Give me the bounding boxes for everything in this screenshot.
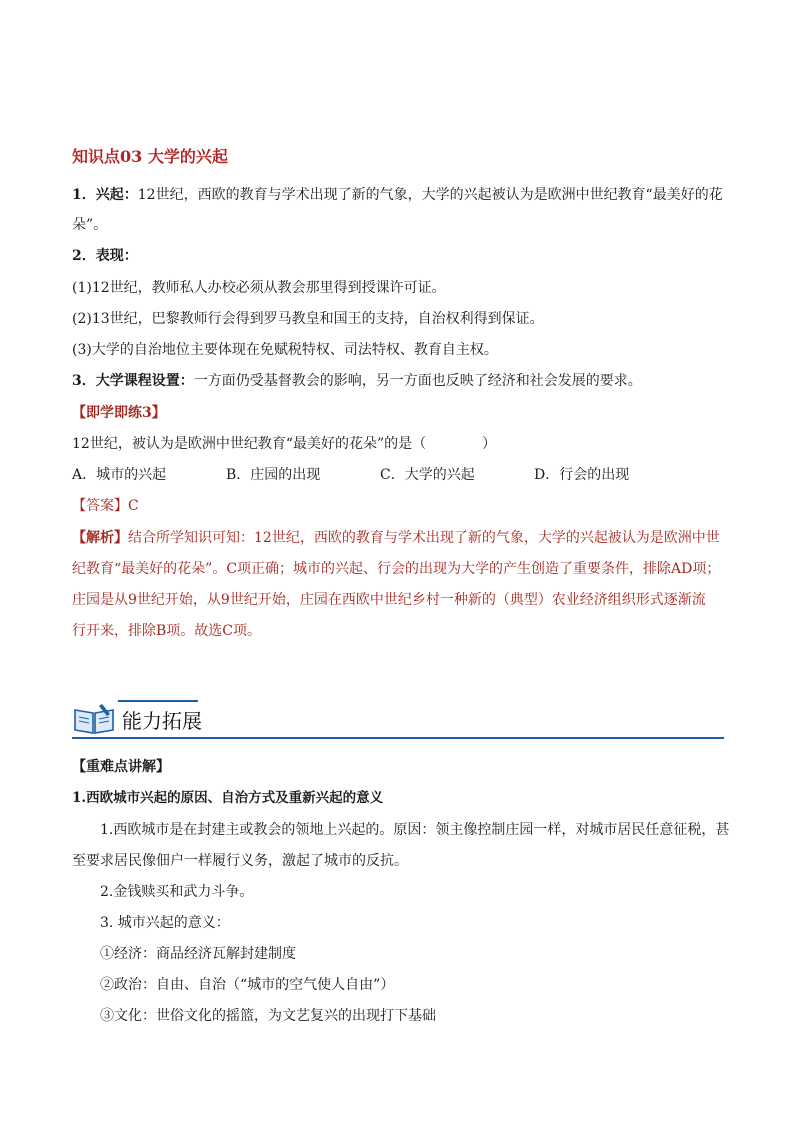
item-3 — [72, 371, 642, 391]
section-heading: 知识点03 大学的兴起 — [72, 147, 228, 166]
exercise-tag: 【即学即练3】 — [72, 405, 166, 421]
analysis-text-1: 结合所学知识可知：12世纪，西欧的教育与学术出现了新的气象，大学的兴起被认为是欧洲中世 — [128, 530, 720, 546]
section-top-rule — [118, 700, 198, 702]
section-divider — [72, 737, 724, 739]
analysis-line-2: 纪教育“最美好的花朵”。C项正确；城市的兴起、行会的出现为大学的产生创造了重要条件，排除AD项； — [72, 561, 721, 577]
option-b: B．庄园的出现 — [226, 467, 321, 483]
ability-subheading: 【重难点讲解】 — [72, 759, 170, 775]
exercise-question: 12世纪，被认为是欧洲中世纪教育“最美好的花朵”的是（ ） — [72, 436, 497, 452]
analysis-line-3: 庄园是从9世纪开始，从9世纪开始，庄园在西欧中世纪乡村一种新的（典型）农业经济组织形式逐渐流 — [72, 592, 706, 608]
significance-culture: ③文化：世俗文化的摇篮，为文艺复兴的出现打下基础 — [100, 1008, 436, 1024]
significance-economy: ①经济：商品经济瓦解封建制度 — [100, 946, 296, 962]
item-3-text: 一方面仍受基督教会的影响，另一方面也反映了经济和社会发展的要求。 — [193, 373, 642, 389]
paragraph-1-line-1: 1.西欧城市是在封建主或教会的领地上兴起的。原因：领主像控制庄园一样，对城市居民任意征税，甚 — [100, 822, 730, 838]
item-2-sub-1: (1)12世纪，教师私人办校必须从教会那里得到授课许可证。 — [72, 280, 446, 296]
analysis-label: 【解析】 — [72, 530, 128, 546]
item-3-label: 3．大学课程设置： — [72, 373, 194, 389]
item-2-sub-3: (3)大学的自治地位主要体现在免赋税特权、司法特权、教育自主权。 — [72, 342, 498, 358]
item-1-label: 1．兴起： — [72, 187, 138, 203]
paragraph-2: 2.金钱赎买和武力斗争。 — [100, 884, 254, 900]
item-1 — [72, 185, 723, 205]
option-d: D．行会的出现 — [534, 467, 630, 483]
ability-section-title: 能力拓展 — [122, 709, 202, 733]
book-icon — [72, 702, 116, 736]
answer: 【答案】C — [72, 498, 139, 514]
item-2-label: 2．表现： — [72, 248, 138, 264]
paragraph-1-line-2: 至要求居民像佃户一样履行义务，激起了城市的反抗。 — [72, 853, 408, 869]
analysis-line-1 — [72, 528, 720, 548]
option-a: A．城市的兴起 — [72, 467, 167, 483]
item-1-cont: 朵”。 — [72, 217, 108, 233]
paragraph-3: 3. 城市兴起的意义： — [100, 915, 230, 931]
option-c: C．大学的兴起 — [380, 467, 475, 483]
significance-politics: ②政治：自由、自治（“城市的空气使人自由”） — [100, 977, 395, 993]
item-2-sub-2: (2)13世纪，巴黎教师行会得到罗马教皇和国王的支持，自治权利得到保证。 — [72, 311, 544, 327]
topic-title: 1.西欧城市兴起的原因、自治方式及重新兴起的意义 — [72, 790, 384, 806]
item-1-text: 12世纪，西欧的教育与学术出现了新的气象，大学的兴起被认为是欧洲中世纪教育“最美好的花 — [137, 187, 723, 203]
analysis-line-4: 行开来，排除B项。故选C项。 — [72, 623, 261, 639]
